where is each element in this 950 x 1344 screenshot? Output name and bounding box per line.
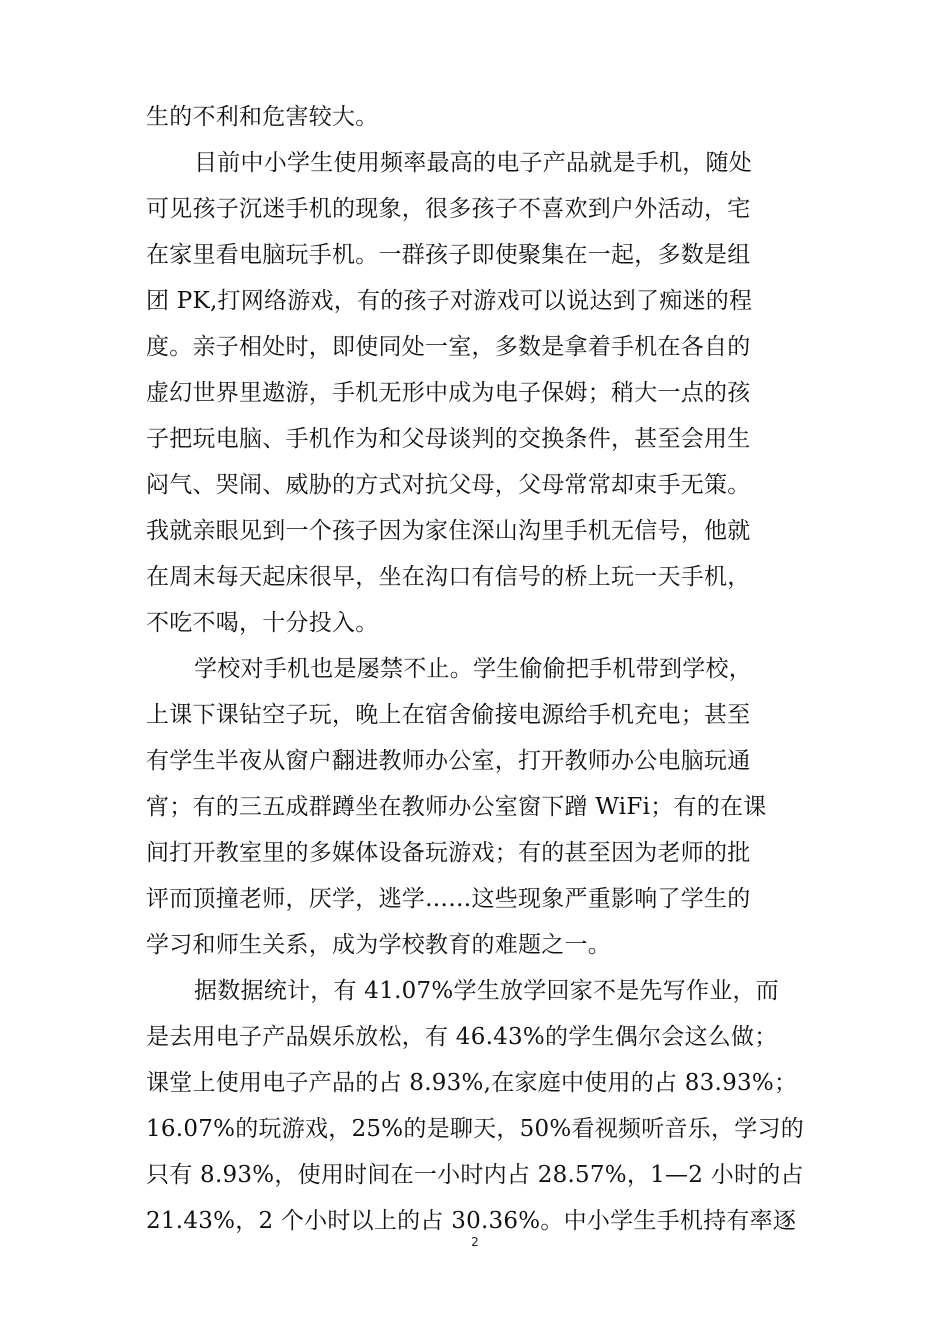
paragraph-start-line: 据数据统计，有 41.07%学生放学回家不是先写作业，而 (194, 978, 780, 1004)
text-line: 是去用电子产品娱乐放松，有 46.43%的学生偶尔会这么做； (146, 1024, 778, 1050)
text-line: 21.43%，2 个小时以上的占 30.36%。中小学生手机持有率逐 (146, 1208, 797, 1234)
text-line: 上课下课钻空子玩，晚上在宿舍偷接电源给手机充电；甚至 (146, 702, 751, 728)
page-number: 2 (471, 1235, 479, 1249)
paragraph-start-line: 目前中小学生使用频率最高的电子产品就是手机，随处 (194, 150, 752, 176)
text-line: 16.07%的玩游戏，25%的是聊天，50%看视频听音乐，学习的 (146, 1116, 804, 1142)
text-line: 团 PK,打网络游戏，有的孩子对游戏可以说达到了痴迷的程 (146, 288, 753, 314)
text-line: 宵；有的三五成群蹲坐在教师办公室窗下蹭 WiFi；有的在课 (146, 794, 767, 820)
text-line: 在周末每天起床很早，坐在沟口有信号的桥上玩一天手机， (146, 564, 751, 590)
text-line: 生的不利和危害较大。 (146, 104, 379, 130)
paragraph-start-line: 学校对手机也是屡禁不止。学生偷偷把手机带到学校， (194, 656, 752, 682)
text-line: 可见孩子沉迷手机的现象，很多孩子不喜欢到户外活动，宅 (146, 196, 751, 222)
text-line: 子把玩电脑、手机作为和父母谈判的交换条件，甚至会用生 (146, 426, 751, 452)
text-line: 有学生半夜从窗户翻进教师办公室，打开教师办公电脑玩通 (146, 748, 751, 774)
text-line: 间打开教室里的多媒体设备玩游戏；有的甚至因为老师的批 (146, 840, 751, 866)
text-line: 不吃不喝，十分投入。 (146, 610, 379, 636)
text-line: 评而顶撞老师，厌学，逃学……这些现象严重影响了学生的 (146, 886, 751, 912)
text-line: 只有 8.93%，使用时间在一小时内占 28.57%，1—2 小时的占 (146, 1162, 804, 1188)
text-line: 我就亲眼见到一个孩子因为家住深山沟里手机无信号，他就 (146, 518, 751, 544)
text-line: 闷气、哭闹、威胁的方式对抗父母，父母常常却束手无策。 (146, 472, 751, 498)
text-line: 在家里看电脑玩手机。一群孩子即使聚集在一起，多数是组 (146, 242, 751, 268)
text-line: 虚幻世界里遨游，手机无形中成为电子保姆；稍大一点的孩 (146, 380, 751, 406)
text-line: 课堂上使用电子产品的占 8.93%,在家庭中使用的占 83.93%； (146, 1070, 798, 1096)
text-line: 学习和师生关系，成为学校教育的难题之一。 (146, 932, 611, 958)
body-text (146, 94, 806, 1244)
text-line: 度。亲子相处时，即使同处一室，多数是拿着手机在各自的 (146, 334, 751, 360)
